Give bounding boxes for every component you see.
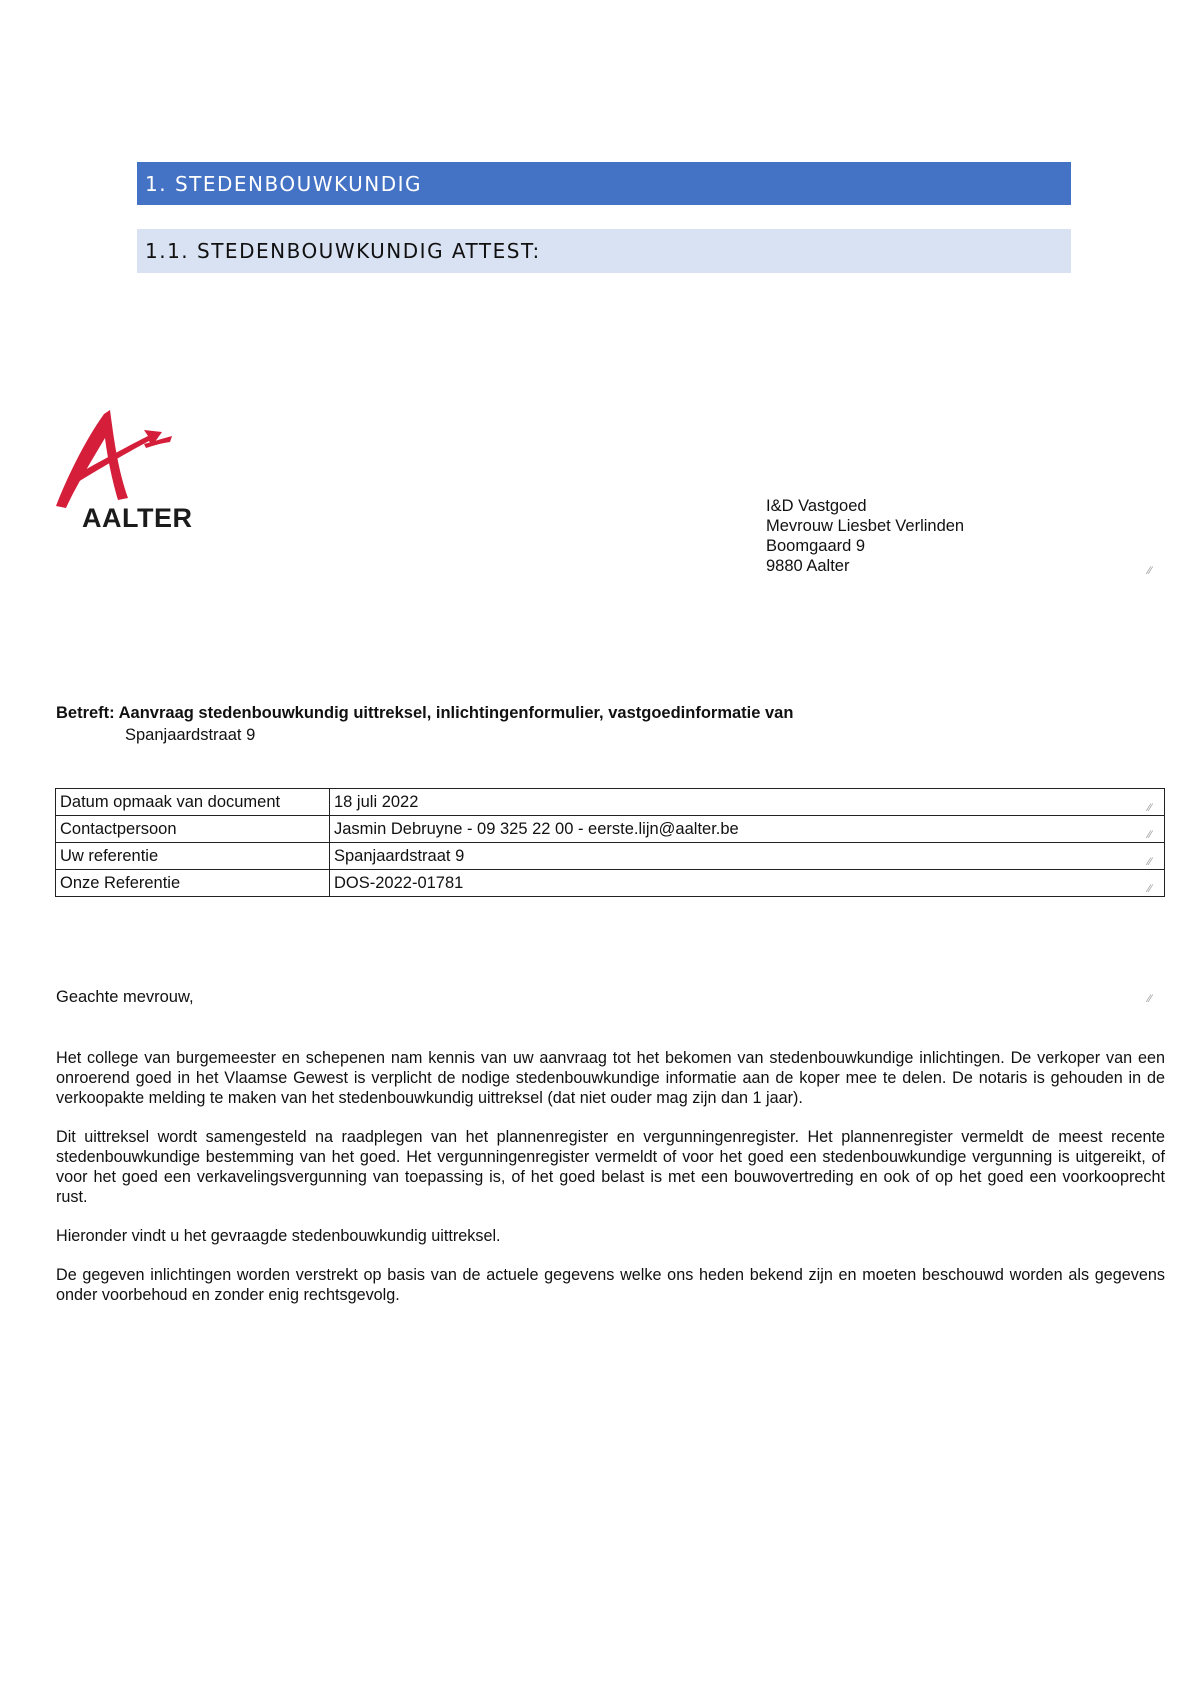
paragraph: Het college van burgemeester en schepenen nam kennis van uw aanvraag tot het bekomen van stedenbouwkundige inlichtingen. De verkoper van een onroerend goed in het Vlaamse Gewest is verplicht de nodige stedenbouwkundige informatie aan de koper mee te delen. De notaris is gehouden in de verkoopakte melding te maken van het stedenbouwkundig uittreksel (dat niet ouder mag zijn dan 1 jaar). [56,1049,1165,1107]
subject [56,702,793,746]
resize-handle-icon[interactable] [1148,566,1158,576]
table-row [56,816,1165,843]
table-row [56,870,1165,897]
resize-handle-icon[interactable] [1148,830,1158,840]
subject-title: Betreft: Aanvraag stedenbouwkundig uittreksel, inlichtingenformulier, vastgoedinformatie van [56,704,794,722]
table-label: Uw referentie [56,843,330,870]
recipient-line: Mevrouw Liesbet Verlinden [766,517,965,535]
table-value-text: Jasmin Debruyne - 09 325 22 00 - eerste.lijn@aalter.be [334,819,739,838]
table-row [56,843,1165,870]
aalter-logo [52,410,212,536]
table-value [330,816,1165,843]
subject-address: Spanjaardstraat 9 [125,726,256,744]
recipient-address [766,496,964,576]
recipient-line: 9880 Aalter [766,557,850,575]
table-value [330,870,1165,897]
reference-table [55,788,1165,897]
table-value-text: Spanjaardstraat 9 [334,846,465,865]
recipient-line: I&D Vastgoed [766,497,867,515]
greeting: Geachte mevrouw, [56,988,194,1006]
recipient-line: Boomgaard 9 [766,537,866,555]
table-label: Onze Referentie [56,870,330,897]
resize-handle-icon[interactable] [1148,884,1158,894]
resize-handle-icon[interactable] [1148,994,1158,1004]
table-value [330,843,1165,870]
aalter-logo-mark [52,410,212,510]
table-value [330,789,1165,816]
logo-wordmark: AALTER [82,503,193,533]
table-label: Contactpersoon [56,816,330,843]
table-label: Datum opmaak van document [56,789,330,816]
section-heading-1: 1. STEDENBOUWKUNDIG [137,162,1071,205]
table-value-text: DOS-2022-01781 [334,873,464,892]
table-row [56,789,1165,816]
resize-handle-icon[interactable] [1148,857,1158,867]
letter-body [56,1048,1165,1324]
paragraph: Dit uittreksel wordt samengesteld na raadplegen van het plannenregister en vergunningenregister. Het plannenregister vermeldt de meest recente stedenbouwkundige bestemming van het goed. Het vergunningenregister vermeldt of voor het goed een stedenbouwkundige vergunning is uitgereikt, of voor het goed een verkavelingsvergunning van toepassing is, of het goed belast is met een bouwovertreding en ook of op het goed een voorkooprecht rust. [56,1128,1165,1206]
paragraph: De gegeven inlichtingen worden verstrekt op basis van de actuele gegevens welke ons heden bekend zijn en moeten beschouwd worden als gegevens onder voorbehoud en zonder enig rechtsgevolg. [56,1266,1165,1304]
section-heading-1-1: 1.1. STEDENBOUWKUNDIG ATTEST: [137,229,1071,273]
paragraph: Hieronder vindt u het gevraagde stedenbouwkundig uittreksel. [56,1227,501,1245]
resize-handle-icon[interactable] [1148,803,1158,813]
table-value-text: 18 juli 2022 [334,792,419,811]
